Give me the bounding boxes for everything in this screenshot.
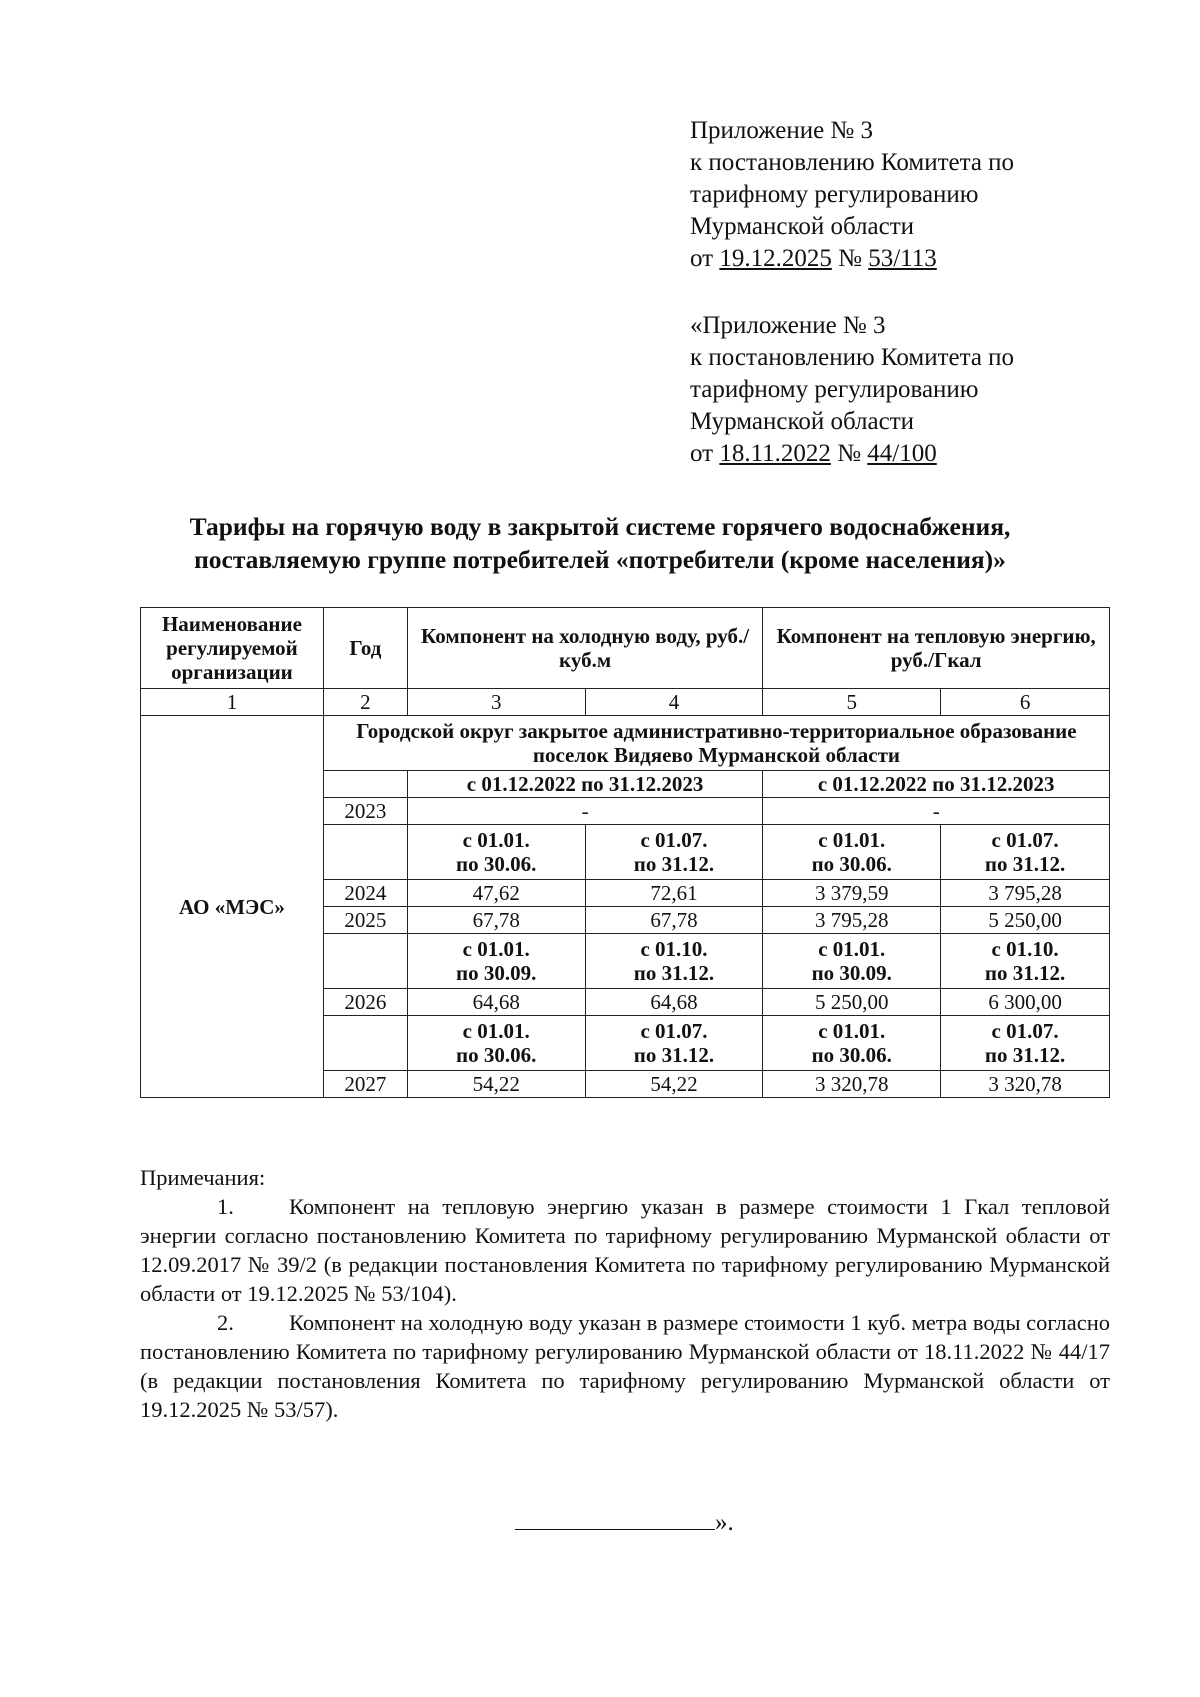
note-item [140,1308,1110,1424]
value-cell: 54,22 [585,1071,763,1098]
attachment-line: тарифному регулированию [690,181,979,208]
period-end: по 31.12. [984,1043,1066,1067]
period-cell [407,1016,585,1071]
number-prefix: № [831,245,869,272]
value-cell: 3 795,28 [941,880,1110,907]
municipality-name: Городской округ закрытое административно-территориальное образование поселок Видяево Мурманской области [323,716,1109,771]
resolution-number: 53/113 [868,245,937,272]
period-cell [763,934,941,989]
attachment-title: «Приложение № 3 [690,312,886,339]
value-cell: 5 250,00 [941,907,1110,934]
column-numbers-row [141,689,1110,716]
note-text: Компонент на тепловую энергию указан в размере стоимости 1 Гкал тепловой энергии согласно постановлению Комитета по тарифному регулированию Мурманской области от 12.09.2017 № 39/2 (в редакции постановления Комитета по тарифному регулированию Мурманской области от 19.12.2025 № 53/104). [140,1194,1110,1306]
period-start: с 01.10. [640,937,708,961]
dash-cold: - [407,798,763,825]
note-item [140,1192,1110,1308]
year-cell: 2025 [323,907,407,934]
range-cold: с 01.12.2022 по 31.12.2023 [407,771,763,798]
number-prefix: № [830,440,868,467]
period-start: с 01.07. [991,1019,1059,1043]
empty-cell [323,771,407,798]
value-cell: 3 379,59 [763,880,941,907]
value-cell: 64,68 [407,989,585,1016]
period-cell [585,1016,763,1071]
period-cell [941,825,1110,880]
period-end: по 30.06. [811,1043,892,1067]
period-end: по 31.12. [633,1043,715,1067]
attachment-header-original [690,310,1014,470]
value-cell: 6 300,00 [941,989,1110,1016]
attachment-header-current [690,115,1014,275]
header-heat: Компонент на тепловую энергию, руб./Гкал [763,608,1110,689]
period-start: с 01.01. [818,828,886,852]
note-number: 2. [217,1310,234,1335]
empty-cell [323,1016,407,1071]
attachment-line: к постановлению Комитета по [690,149,1015,176]
organization-name: АО «МЭС» [141,716,324,1098]
value-cell: 54,22 [407,1071,585,1098]
period-start: с 01.07. [991,828,1059,852]
header-organization: Наименование регулируемой организации [141,608,324,689]
municipality-row [141,716,1110,771]
value-cell: 67,78 [585,907,763,934]
year-cell: 2026 [323,989,407,1016]
notes-section [140,1163,1110,1424]
value-cell: 5 250,00 [763,989,941,1016]
column-number: 5 [763,689,941,716]
value-cell: 72,61 [585,880,763,907]
resolution-number: 44/100 [867,440,937,467]
period-start: с 01.07. [640,1019,708,1043]
header-year: Год [323,608,407,689]
attachment-line: к постановлению Комитета по [690,344,1015,371]
empty-cell [323,825,407,880]
empty-cell [323,934,407,989]
column-number: 4 [585,689,763,716]
attachment-line: тарифному регулированию [690,376,979,403]
period-cell [941,934,1110,989]
title-line: поставляемую группе потребителей «потребители (кроме населения)» [194,545,1006,574]
note-number: 1. [217,1194,234,1219]
period-end: по 30.06. [456,1043,537,1067]
tariff-table [140,607,1110,1098]
period-end: по 30.09. [811,961,892,985]
period-cell [763,1016,941,1071]
date-prefix: от [690,245,720,272]
period-end: по 30.06. [811,852,892,876]
period-start: с 01.01. [462,1019,530,1043]
resolution-date: 19.12.2025 [719,245,832,272]
period-end: по 30.06. [456,852,537,876]
resolution-date: 18.11.2022 [719,440,831,467]
period-start: с 01.01. [462,937,530,961]
period-cell [407,934,585,989]
header-cold-water: Компонент на холодную воду, руб./куб.м [407,608,763,689]
title-line: Тарифы на горячую воду в закрытой системе горячего водоснабжения, [189,512,1011,541]
note-text: Компонент на холодную воду указан в размере стоимости 1 куб. метра воды согласно постановлению Комитета по тарифному регулированию Мурманской области от 18.11.2022 № 44/17 (в редакции постановления Комитета по тарифному регулированию Мурманской области от 19.12.2025 № 53/57). [140,1310,1110,1422]
attachment-line: Мурманской области [690,213,915,240]
period-start: с 01.10. [991,937,1059,961]
attachment-date-line [690,438,1014,470]
period-start: с 01.01. [818,1019,886,1043]
year-cell: 2027 [323,1071,407,1098]
notes-heading: Примечания: [140,1165,266,1190]
column-number: 3 [407,689,585,716]
period-start: с 01.01. [462,828,530,852]
value-cell: 47,62 [407,880,585,907]
column-number: 2 [323,689,407,716]
value-cell: 64,68 [585,989,763,1016]
year-cell: 2024 [323,880,407,907]
period-end: по 31.12. [984,961,1066,985]
value-cell: 3 795,28 [763,907,941,934]
period-end: по 31.12. [984,852,1066,876]
dash-heat: - [763,798,1110,825]
table-header-row [141,608,1110,689]
attachment-line: Мурманской области [690,408,915,435]
closing-mark [515,1505,734,1537]
column-number: 6 [941,689,1110,716]
value-cell: 3 320,78 [763,1071,941,1098]
value-cell: 67,78 [407,907,585,934]
period-end: по 31.12. [633,961,715,985]
closing-quote: ». [715,1509,734,1536]
attachment-date-line [690,243,1014,275]
document-title [120,510,1080,576]
column-number: 1 [141,689,324,716]
period-cell [585,934,763,989]
period-cell [763,825,941,880]
range-heat: с 01.12.2022 по 31.12.2023 [763,771,1110,798]
period-end: по 30.09. [456,961,537,985]
date-prefix: от [690,440,720,467]
period-cell [585,825,763,880]
period-cell [407,825,585,880]
period-end: по 31.12. [633,852,715,876]
closing-rule [515,1505,715,1530]
period-start: с 01.07. [640,828,708,852]
value-cell: 3 320,78 [941,1071,1110,1098]
period-start: с 01.01. [818,937,886,961]
period-cell [941,1016,1110,1071]
attachment-title: Приложение № 3 [690,117,874,144]
year-cell: 2023 [323,798,407,825]
